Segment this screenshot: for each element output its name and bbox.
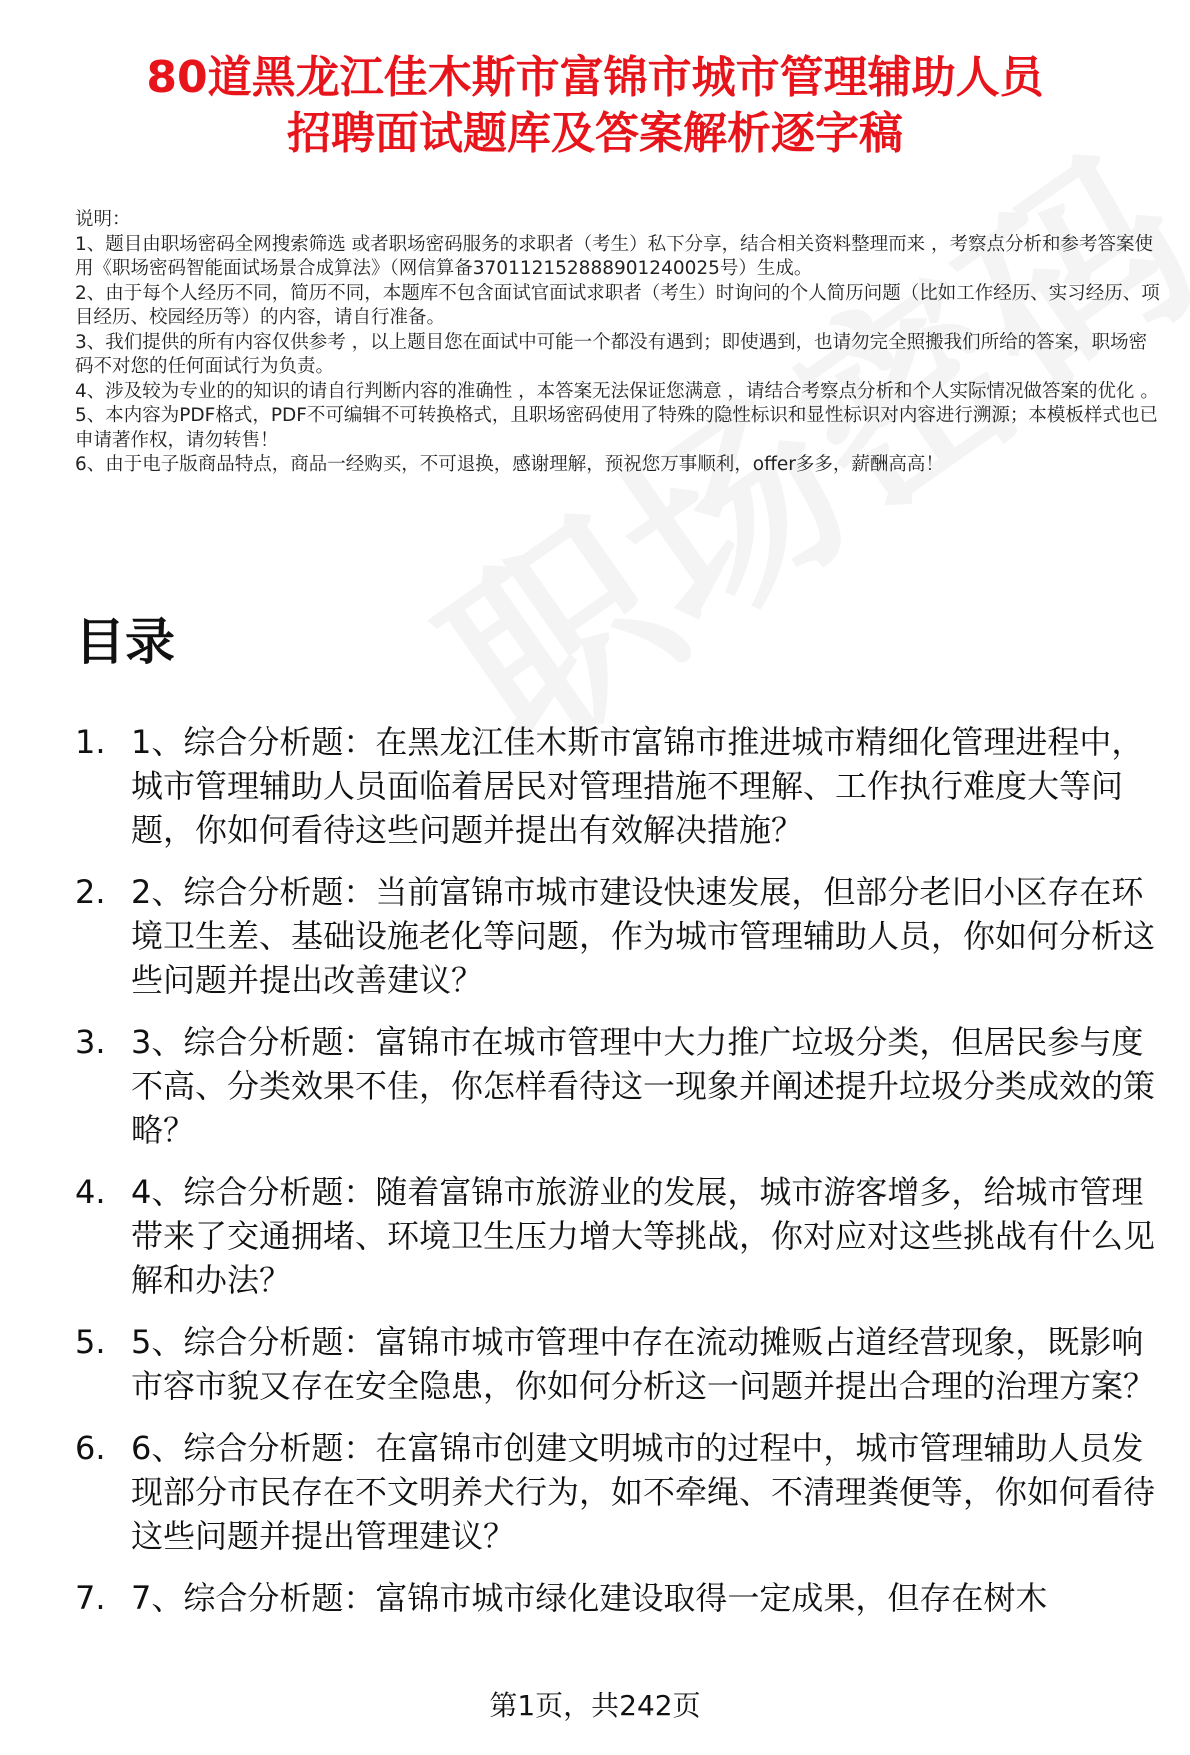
toc-item-text: 1、综合分析题：在黑龙江佳木斯市富锦市推进城市精细化管理进程中，城市管理辅助人员面临着居民对管理措施不理解、工作执行难度大等问题，你如何看待这些问题并提出有效解决措施？ — [131, 723, 1144, 849]
toc-item-text: 7、综合分析题：富锦市城市绿化建设取得一定成果，但存在树木 — [131, 1579, 1048, 1617]
note-item-1: 1、题目由职场密码全网搜索筛选 或者职场密码服务的求职者（考生）私下分享，结合相关资料整理而来 ，考察点分析和参考答案使用《职场密码智能面试场景合成算法》（网信算备370112152888901240025号）生成。 — [75, 233, 1154, 279]
notes-heading: 说明： — [75, 209, 131, 230]
toc-item[interactable] — [75, 1320, 1165, 1408]
toc-item[interactable] — [75, 1576, 1165, 1620]
toc-item[interactable] — [75, 1426, 1165, 1558]
toc-item[interactable] — [75, 1170, 1165, 1302]
toc-item-text: 5、综合分析题：富锦市城市管理中存在流动摊贩占道经营现象，既影响市容市貌又存在安全隐患，你如何分析这一问题并提出合理的治理方案？ — [131, 1323, 1156, 1405]
toc-item-number: 6. — [75, 1429, 106, 1467]
toc-item[interactable] — [75, 720, 1165, 852]
toc-item-number: 7. — [75, 1579, 106, 1617]
note-item-6: 6、由于电子版商品特点，商品一经购买，不可退换，感谢理解，预祝您万事顺利，offer多多，薪酬高高！ — [75, 454, 944, 475]
title-line-2: 招聘面试题库及答案解析逐字稿 — [287, 108, 903, 159]
toc-item[interactable] — [75, 870, 1165, 1002]
toc-item-text: 4、综合分析题：随着富锦市旅游业的发展，城市游客增多，给城市管理带来了交通拥堵、环境卫生压力增大等挑战，你对应对这些挑战有什么见解和办法？ — [131, 1173, 1156, 1299]
toc-item-number: 3. — [75, 1023, 106, 1061]
toc-item-number: 1. — [75, 723, 106, 761]
toc-heading: 目录 — [75, 613, 175, 671]
toc-list — [75, 720, 1165, 1638]
toc-item-number: 5. — [75, 1323, 106, 1361]
toc-item-text: 3、综合分析题：富锦市在城市管理中大力推广垃圾分类，但居民参与度不高、分类效果不佳，你怎样看待这一现象并阐述提升垃圾分类成效的策略？ — [131, 1023, 1156, 1149]
note-item-3: 3、我们提供的所有内容仅供参考 ，以上题目您在面试中可能一个都没有遇到；即使遇到，也请勿完全照搬我们所给的答案，职场密码不对您的任何面试行为负责。 — [75, 331, 1148, 377]
toc-item-number: 2. — [75, 873, 106, 911]
toc-item-text: 2、综合分析题：当前富锦市城市建设快速发展，但部分老旧小区存在环境卫生差、基础设施老化等问题，作为城市管理辅助人员，你如何分析这些问题并提出改善建议？ — [131, 873, 1156, 999]
note-item-5: 5、本内容为PDF格式，PDF不可编辑不可转换格式，且职场密码使用了特殊的隐性标识和显性标识对内容进行溯源；本模板样式也已申请著作权，请勿转售！ — [75, 405, 1158, 451]
toc-item-number: 4. — [75, 1173, 106, 1211]
note-item-2: 2、由于每个人经历不同，简历不同，本题库不包含面试官面试求职者（考生）时询问的个人简历问题（比如工作经历、实习经历、项目经历、校园经历等）的内容，请自行准备。 — [75, 282, 1160, 328]
notes-section — [75, 208, 1165, 478]
title-line-1: 80道黑龙江佳木斯市富锦市城市管理辅助人员 — [146, 52, 1044, 103]
page-number: 第1页，共242页 — [489, 1689, 701, 1722]
toc-item-text: 6、综合分析题：在富锦市创建文明城市的过程中，城市管理辅助人员发现部分市民存在不文明养犬行为，如不牵绳、不清理粪便等，你如何看待这些问题并提出管理建议？ — [131, 1429, 1156, 1555]
note-item-4: 4、涉及较为专业的的知识的请自行判断内容的准确性 ，本答案无法保证您满意 ，请结合考察点分析和个人实际情况做答案的优化 。 — [75, 380, 1159, 402]
toc-item[interactable] — [75, 1020, 1165, 1152]
document-title — [60, 50, 1130, 162]
